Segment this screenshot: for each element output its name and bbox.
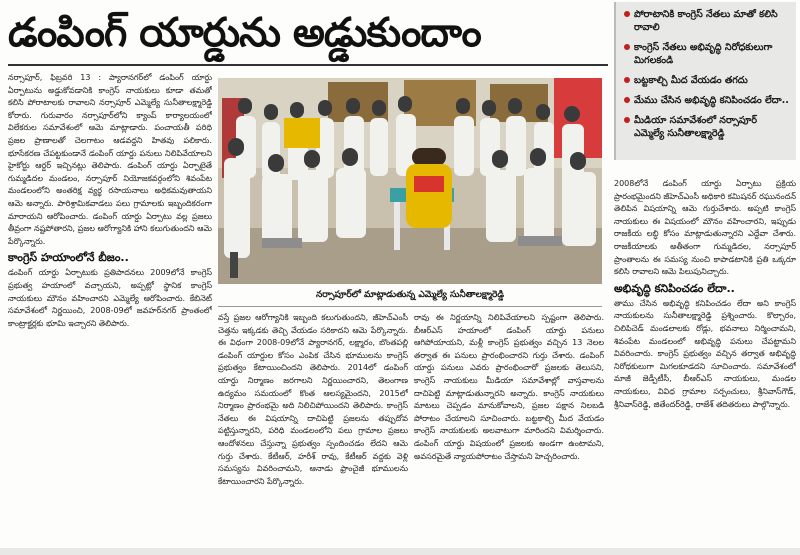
article-paragraph: వస్తే ప్రజల ఆరోగ్యానికి ఇబ్బంది కలుగుతుందని, జీహెచ్‌ఎంసీ చెత్తను ఇక్కడకు తెచ్చి వేయడం సరికాదని ఆమె పేర్కొన్నారు. ఈ విధంగా 2008-09లోనే ప్యారానగర్, లక్ష్మారం, బొంతపల్లి డంపింగ్ యార్డుల కోసం ఎంపిక చేసిన భూములను కాంగ్రెస్ ప్రభుత్వం కేటాయించిందని తెలిపారు. 2014లో డంపింగ్ యార్డు నిర్మాణం జరగాలని నిర్ణయించారని, తెలంగాణ ఉద్యమం సమయంలో కొంత ఆలస్యమైందని, 2015లో నిర్మాణం ప్రారంభమై అది నిలిచిపోయిందని తెలిపారు. కాంగ్రెస్ నేతలు ఈ విషయాన్ని దాచిపెట్టి ప్రజలను తప్పుదోవ పట్టిస్తున్నారని, పరిధి మండలంలోని పలు గ్రామాల ప్రజలు ఆందోళనలు చేస్తున్నా ప్రభుత్వం స్పందించడం లేదని ఆమె గుర్తు చేశారు. కేటీఆర్, హరీశ్ రావు, కేటీఆర్ వద్దకు వెళ్లి సమస్యను వివరించామని, ఆనాడు ఫ్రాంచైజీ భూములను కేటాయించారని పేర్కొన్నారు. — [218, 313, 408, 486]
news-photo — [218, 78, 602, 284]
highlight-item: కాంగ్రెస్ నేతలు అభివృద్ధి నిరోధకులుగా మిగలకండి — [624, 41, 790, 67]
page-edge — [0, 548, 800, 555]
article-paragraph: తాము చేసిన అభివృద్ధి కనిపించడం లేదా అని కాంగ్రెస్ నాయకులను సునీతాలక్ష్మారెడ్డి ప్రశ్నించారు. కొల్చారం, చిలిపిచెడ్ మండలాలకు రోడ్లు, భవనాలు నిర్మించామని, శివంపేట మండలంలో అభివృద్ధి పనులు చేపట్టామని వివరించారు. కాంగ్రెస్ ప్రభుత్వం వచ్చిన తర్వాత అభివృద్ధి నిరోధకులుగా మిగలకూడదని సూచించారు. సమావేశంలో మాజీ జెడ్పీటీసీ, బీఆర్‌ఎస్ నాయకులు, మండల నాయకులు, వివిధ గ్రామాల సర్పంచులు, శ్రీనివాస్‌గౌడ్, శ్రీనివాస్‌రెడ్డి, జితేందర్‌రెడ్డి, రాజేశ్ తదితరులు పాల్గొన్నారు. — [614, 298, 796, 409]
meeting-photo-illustration — [218, 78, 602, 284]
article-column-4 — [614, 178, 796, 546]
headline: డంపింగ్ యార్డును అడ్డుకుందాం — [8, 10, 481, 56]
article-column-3 — [414, 312, 604, 546]
highlight-item: పోరాటానికి కాంగ్రెస్ నేతలు మాతో కలిసి రావాలి — [624, 8, 790, 34]
highlight-item: బట్టకాల్చి మీద వేయడం తగదు — [624, 74, 790, 87]
highlight-item: మీడియా సమావేశంలో నర్సాపూర్ ఎమ్మెల్యే సునీతాలక్ష్మారెడ్డి — [624, 114, 790, 140]
highlights-sidebar — [614, 2, 796, 160]
caption-rule — [218, 306, 602, 307]
article-subhead: అభివృద్ధి కనిపించడం లేదా.. — [614, 281, 735, 295]
highlight-item: మేము చేసిన అభివృద్ధి కనిపించడం లేదా.. — [624, 94, 790, 107]
article-paragraph: డంపింగ్ యార్డు ఏర్పాటుకు ప్రతిపాదనలు 2009లోనే కాంగ్రెస్ ప్రభుత్వ హయాంలో వచ్చాయని, అప్పట్లో స్థానిక కాంగ్రెస్ నాయకులు మౌనం వహించారని ఎమ్మెల్యే ఆరోపించారు. కేబినెట్ సమావేశంలో నిర్ణయించి, 2008-09లో జవహర్‌నగర్ ప్రాంతంలో కాంట్రాక్టర్లకు భూమి ఇచ్చారని తెలిపారు. — [8, 268, 212, 328]
article-paragraph: రావు ఈ నిర్ణయాన్ని నిలిపివేయాలని స్పష్టంగా తెలిపారు. బీఆర్‌ఎస్ హయాంలో డంపింగ్ యార్డు పనులు ఆగిపోయాయని, మళ్లీ కాంగ్రెస్ ప్రభుత్వం వచ్చిన 13 నెలల తర్వాత ఈ పనులు ప్రారంభించారని గుర్తు చేశారు. డంపింగ్ యార్డు పనులు ఎవరు ప్రారంభించారో ప్రజలకు తెలుసని, కాంగ్రెస్ నాయకులు మీడియా సమావేశాల్లో వాస్తవాలను దాచిపెట్టి మాట్లాడుతున్నారని అన్నారు. కాంగ్రెస్ నాయకులు మాటలు చెప్పడం మానుకోవాలని, ప్రజల పక్షాన నిలబడి పోరాటం చేయాలని సూచించారు. బట్టకాల్చి మీద వేయడం కాంగ్రెస్ నాయకులకు అలవాటుగా మారిందని విమర్శించారు. డంపింగ్ యార్డు విషయంలో ప్రజలకు అండగా ఉంటామని, అవసరమైతే న్యాయపోరాటం చేస్తామని హెచ్చరించారు. — [414, 313, 604, 461]
article-paragraph: 2008లోనే డంపింగ్ యార్డు ఏర్పాటు ప్రక్రియ ప్రారంభమైందని జీహెచ్‌ఎంసీ అధికారి కమిషనర్ రఘునందన్ తెలిపిన విషయాన్ని ఆమె గుర్తుచేశారు. అప్పటి కాంగ్రెస్ నాయకులు ఈ విషయంలో మౌనం వహించారని, ఇప్పుడు రాజకీయ లబ్ధి కోసం మాట్లాడుతున్నారని ఎద్దేవా చేశారు. రాజకీయాలకు అతీతంగా గుమ్మడిదల, నర్సాపూర్ ప్రాంతాలను ఈ సమస్య నుంచి కాపాడటానికి ప్రతి ఒక్కరూ కలిసి రావాలని ఆమె పిలుపునిచ్చారు. — [614, 179, 796, 277]
headline-rule — [8, 64, 608, 66]
article-column-2 — [218, 312, 408, 546]
article-column-1 — [8, 72, 212, 546]
photo-caption: నర్సాపూర్‌లో మాట్లాడుతున్న ఎమ్మెల్యే సునీతాలక్ష్మారెడ్డి — [218, 286, 602, 304]
article-paragraph: నర్సాపూర్, ఫిబ్రవరి 13 : ప్యారానగర్‌లో డంపింగ్ యార్డు ఏర్పాటును అడ్డుకోవడానికి కాంగ్రెస్ నాయకులు కూడా తమతో కలిసి పోరాటాలకు రావాలని నర్సాపూర్ ఎమ్మెల్యే సునీతాలక్ష్మారెడ్డి కోరారు. గురువారం నర్సాపూర్‌లోని క్యాంప్ కార్యాలయంలో విలేకరుల సమావేశంలో ఆమె మాట్లాడారు. పంచాయతీ పరిధి ప్రజల ప్రాణాలతో చెలగాటం ఆడవద్దని హితవు పలికారు. భూసేకరణ చేపట్టకుండానే డంపింగ్ యార్డు పనులు నిలిపివేయాలని హైకోర్టు ఆర్డర్ ఇచ్చినట్లు తెలిపారు. డంపింగ్ యార్డు ఏర్పాటైతే గుమ్మడిదల మండలం, నర్సాపూర్ నియోజకవర్గంలోని శివంపేట మండలంలోని అంతరిక్ష వ్యర్థ రసాయనాలు అధికమవుతాయని ఆమె అన్నారు. పారిశ్రామికవాడలు పలు గ్రామాలకు ఇబ్బందికరంగా మారాయని ఆరోపించారు. డంపింగ్ యార్డు ఏర్పాటు వల్ల ప్రజలు తీవ్రంగా నష్టపోతారని, ప్రజల ఆరోగ్యానికి హాని కలుగుతుందని ఆమె పేర్కొన్నారు. — [8, 73, 212, 246]
article-subhead: కాంగ్రెస్ హయాంలోనే బీజం.. — [8, 251, 129, 265]
